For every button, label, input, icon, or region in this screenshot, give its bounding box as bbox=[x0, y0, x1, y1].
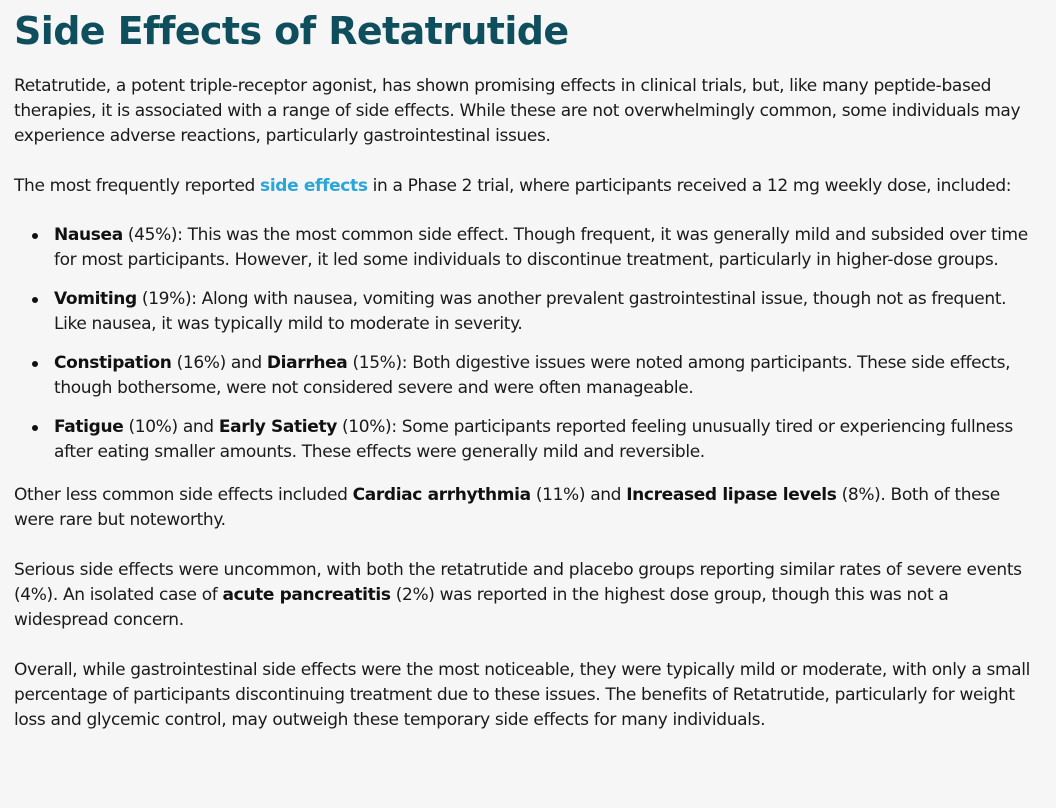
effect-percent: (16%) and bbox=[171, 353, 267, 373]
effect-percent: (19%) bbox=[136, 289, 192, 309]
effect-name: Nausea bbox=[54, 225, 123, 245]
effect-percent: (45%) bbox=[122, 225, 178, 245]
effect-name-secondary: Diarrhea bbox=[266, 353, 348, 373]
less-common-text-before: Other less common side effects included bbox=[14, 485, 353, 505]
list-item-constipation-diarrhea bbox=[54, 351, 1040, 401]
list-item-vomiting bbox=[54, 287, 1040, 337]
effect-name: Constipation bbox=[54, 353, 172, 373]
overall-paragraph: Overall, while gastrointestinal side effects were the most noticeable, they were typically mild or moderate, with only a small percentage of participants discontinuing treatment due to these issues. The benefits of Retatrutide, particularly for weight loss and glycemic control, may outweigh these temporary side effects for many individuals. bbox=[14, 660, 1030, 730]
effect-name: Fatigue bbox=[54, 417, 124, 437]
serious-text-after: (2%) was reported in the highest dose group, though this was not a widespread concern. bbox=[14, 585, 949, 630]
trial-paragraph bbox=[14, 174, 1040, 199]
intro-paragraph: Retatrutide, a potent triple-receptor agonist, has shown promising effects in clinical trials, but, like many peptide-based therapies, it is associated with a range of side effects. While these are not overwhelmingly common, some individuals may experience adverse reactions, particularly gastrointestinal issues. bbox=[14, 76, 1021, 146]
page-title: Side Effects of Retatrutide bbox=[14, 9, 569, 53]
serious-paragraph bbox=[14, 558, 1040, 633]
effect-percent-secondary: (15%) bbox=[347, 353, 402, 373]
effect-description: : This was the most common side effect. Though frequent, it was generally mild and subsided over time for most participants. However, it led some individuals to discontinue treatment, particularly in higher-dose groups. bbox=[54, 225, 1028, 270]
effect-name: Vomiting bbox=[54, 289, 137, 309]
bullet-icon bbox=[32, 297, 38, 303]
trial-text-before: The most frequently reported bbox=[14, 176, 261, 196]
effect-percent-secondary: (10%) bbox=[336, 417, 392, 437]
serious-text-before: Serious side effects were uncommon, with both the retatrutide and placebo groups reporting similar rates of severe events (4%). An isolated case of bbox=[14, 560, 1022, 605]
less-common-text-middle: (11%) and bbox=[530, 485, 627, 505]
side-effects-link[interactable]: side effects bbox=[260, 176, 368, 196]
term-increased-lipase: Increased lipase levels bbox=[626, 485, 837, 505]
effect-description: : Both digestive issues were noted among participants. These side effects, though bothersome, were not considered severe and were often manageable. bbox=[54, 353, 1011, 398]
list-item-nausea bbox=[54, 223, 1040, 273]
less-common-paragraph bbox=[14, 483, 1040, 533]
term-acute-pancreatitis: acute pancreatitis bbox=[222, 585, 391, 605]
effect-description: : Some participants reported feeling unusually tired or experiencing fullness after eating smaller amounts. These effects were generally mild and reversible. bbox=[54, 417, 1013, 462]
effect-description: : Along with nausea, vomiting was another prevalent gastrointestinal issue, though not as frequent. Like nausea, it was typically mild to moderate in severity. bbox=[54, 289, 1007, 334]
list-item-fatigue-satiety bbox=[54, 415, 1040, 465]
effect-name-secondary: Early Satiety bbox=[218, 417, 337, 437]
bullet-icon bbox=[32, 361, 38, 367]
side-effects-list bbox=[14, 223, 1040, 465]
less-common-text-after: (8%). Both of these were rare but noteworthy. bbox=[14, 485, 1000, 530]
trial-text-after: in a Phase 2 trial, where participants received a 12 mg weekly dose, included: bbox=[367, 176, 1012, 196]
effect-percent: (10%) and bbox=[123, 417, 219, 437]
bullet-icon bbox=[32, 233, 38, 239]
bullet-icon bbox=[32, 425, 38, 431]
term-cardiac-arrhythmia: Cardiac arrhythmia bbox=[352, 485, 531, 505]
